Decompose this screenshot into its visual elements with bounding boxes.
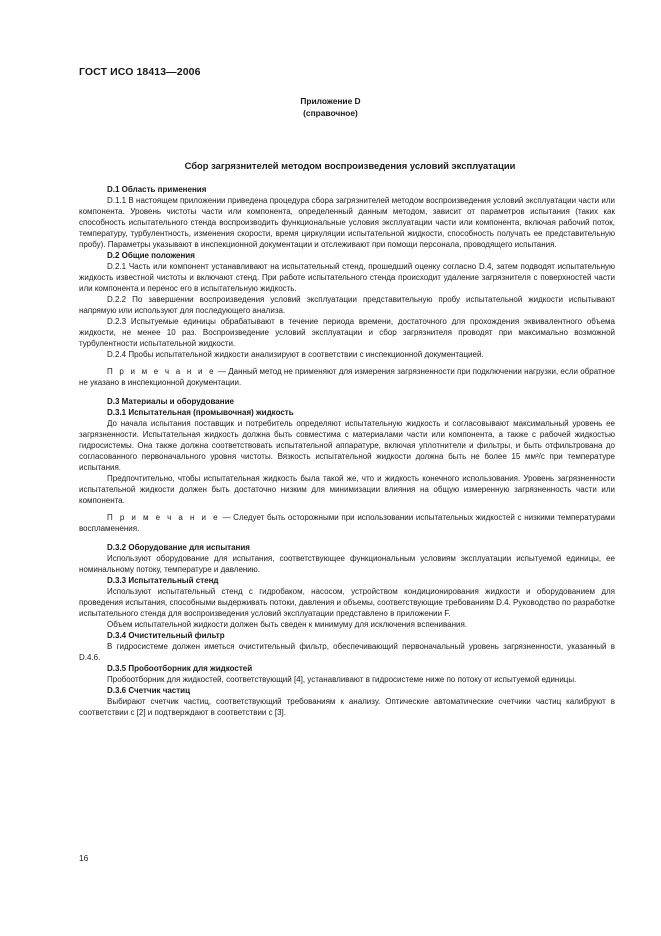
paragraph: Объем испытательной жидкости должен быть сведен к минимуму для исключения вспенивания. xyxy=(107,620,468,629)
note-text: — Следует быть осторожными при использовании испытательных жидкостей с низкими температурами воспламенения. xyxy=(79,513,615,533)
paragraph: В гидросистеме должен иметься очистительный фильтр, обеспечивающий первоначальный уровень загрязненности, указанный в D.4.6. xyxy=(79,642,615,662)
paragraph: D.2.2 По завершении воспроизведения условий эксплуатации представительную пробу испытательной жидкости испытывают напрямую или используют для последующего анализа. xyxy=(79,295,615,315)
section-title: Сбор загрязнителей методом воспроизведения условий эксплуатации xyxy=(184,160,516,171)
paragraph: Используют испытательный стенд с гидробаком, насосом, устройством кондиционирования жидкости и оборудованием для проведения испытания, способными выдерживать потоки, давления и объемы, соответствующие требованиям D.4. Руководство по разработке испытательного стенда для воспроизведения условий эксплуатации представлено в приложении F. xyxy=(79,587,615,618)
page-number: 16 xyxy=(79,853,89,863)
paragraph: D.1.1 В настоящем приложении приведена процедура сбора загрязнителей методом воспроизведения условий эксплуатации части или компонента. Уровень чистоты части или компонента, определенный данным методом, зависит от параметров испытания (таких как способность испытательного стенда воспроизводить функциональные условия эксплуатации части или компонента, включая рабочий поток, температуру, турбулентность, изменения скорости, время циркуляции испытательной жидкости, способность получать ее представительную пробу). Параметры указывают в инспекционной документации и отслеживают при помощи персонала, проводящего испытания. xyxy=(79,196,615,249)
paragraph: Используют оборудование для испытания, соответствующее функциональным условиям эксплуатации испытуемой единицы, ее номинальному потоку, температуре и давлению. xyxy=(79,554,615,574)
section-heading: D.3.5 Пробоотборник для жидкостей xyxy=(107,664,253,673)
section-heading: D.3.2 Оборудование для испытания xyxy=(107,543,250,552)
paragraph: Пробоотборник для жидкостей, соответствующий [4], устанавливают в гидросистеме ниже по потоку от испытуемой единицы. xyxy=(107,675,577,684)
paragraph: До начала испытания поставщик и потребитель определяют испытательную жидкость и согласовывают максимальный уровень ее загрязненности. Испытательная жидкость должна быть совместима с материалами части или компонента, а также с рабочей жидкостью гидросистемы. Она также должна соответствовать испытательной аппаратуре, включая уплотнители и фильтры, и быть отфильтрована до согласованного первоначального уровня чистоты. Вязкость испытательной жидкости должна быть не более 15 мм²/с при температуре испытания. xyxy=(79,419,615,472)
section-heading: D.3.6 Счетчик частиц xyxy=(107,686,191,695)
note-label: П р и м е ч а н и е xyxy=(107,367,216,376)
paragraph: Предпочтительно, чтобы испытательная жидкость была такой же, что и жидкость конечного использования. Уровень загрязненности испытательной жидкости должен быть достаточно низким для минимизации влияния на общую измеренную загрязненность части или компонента. xyxy=(79,474,615,505)
note-text: — Данный метод не применяют для измерения загрязненности при подключении нагрузки, если обратное не указано в инспекционной документации. xyxy=(79,367,616,387)
document-body xyxy=(79,184,615,718)
note xyxy=(79,366,615,388)
section-heading: D.2 Общие положения xyxy=(107,251,195,260)
paragraph: D.2.3 Испытуемые единицы обрабатывают в течение периода времени, достаточного для прохождения эквивалентного объема жидкости, не менее 10 раз. Воспроизведение условий эксплуатации и сбор загрязнителя проводят при максимально возможной турбулентности испытательной жидкости. xyxy=(79,317,615,348)
note xyxy=(79,512,615,534)
section-heading: D.3.4 Очистительный фильтр xyxy=(107,631,225,640)
paragraph: D.2.4 Пробы испытательной жидкости анализируют в соответствии с инспекционной документацией. xyxy=(107,350,484,359)
annex-title: Приложение D xyxy=(300,96,361,106)
paragraph: D.2.1 Часть или компонент устанавливают на испытательный стенд, прошедший оценку согласно D.4, затем подводят испытательную жидкость известной чистоты и включают стенд. При работе испытательного стенда происходит удаление загрязнителя с поверхностей части или компонента и перенос его в испытательную жидкость. xyxy=(79,262,615,293)
section-heading: D.3 Материалы и оборудование xyxy=(107,397,234,406)
annex-type: (справочное) xyxy=(303,108,358,118)
section-heading: D.1 Область применения xyxy=(107,185,207,194)
section-heading: D.3.1 Испытательная (промывочная) жидкость xyxy=(107,408,294,417)
section-heading: D.3.3 Испытательный стенд xyxy=(107,576,219,585)
paragraph: Выбирают счетчик частиц, соответствующий требованиям к анализу. Оптические автоматические счетчики частиц калибруют в соответствии с [2] и подтверждают в соответствии с [3]. xyxy=(79,697,615,717)
document-header: ГОСТ ИСО 18413—2006 xyxy=(79,66,201,78)
note-label: П р и м е ч а н и е xyxy=(107,513,220,522)
